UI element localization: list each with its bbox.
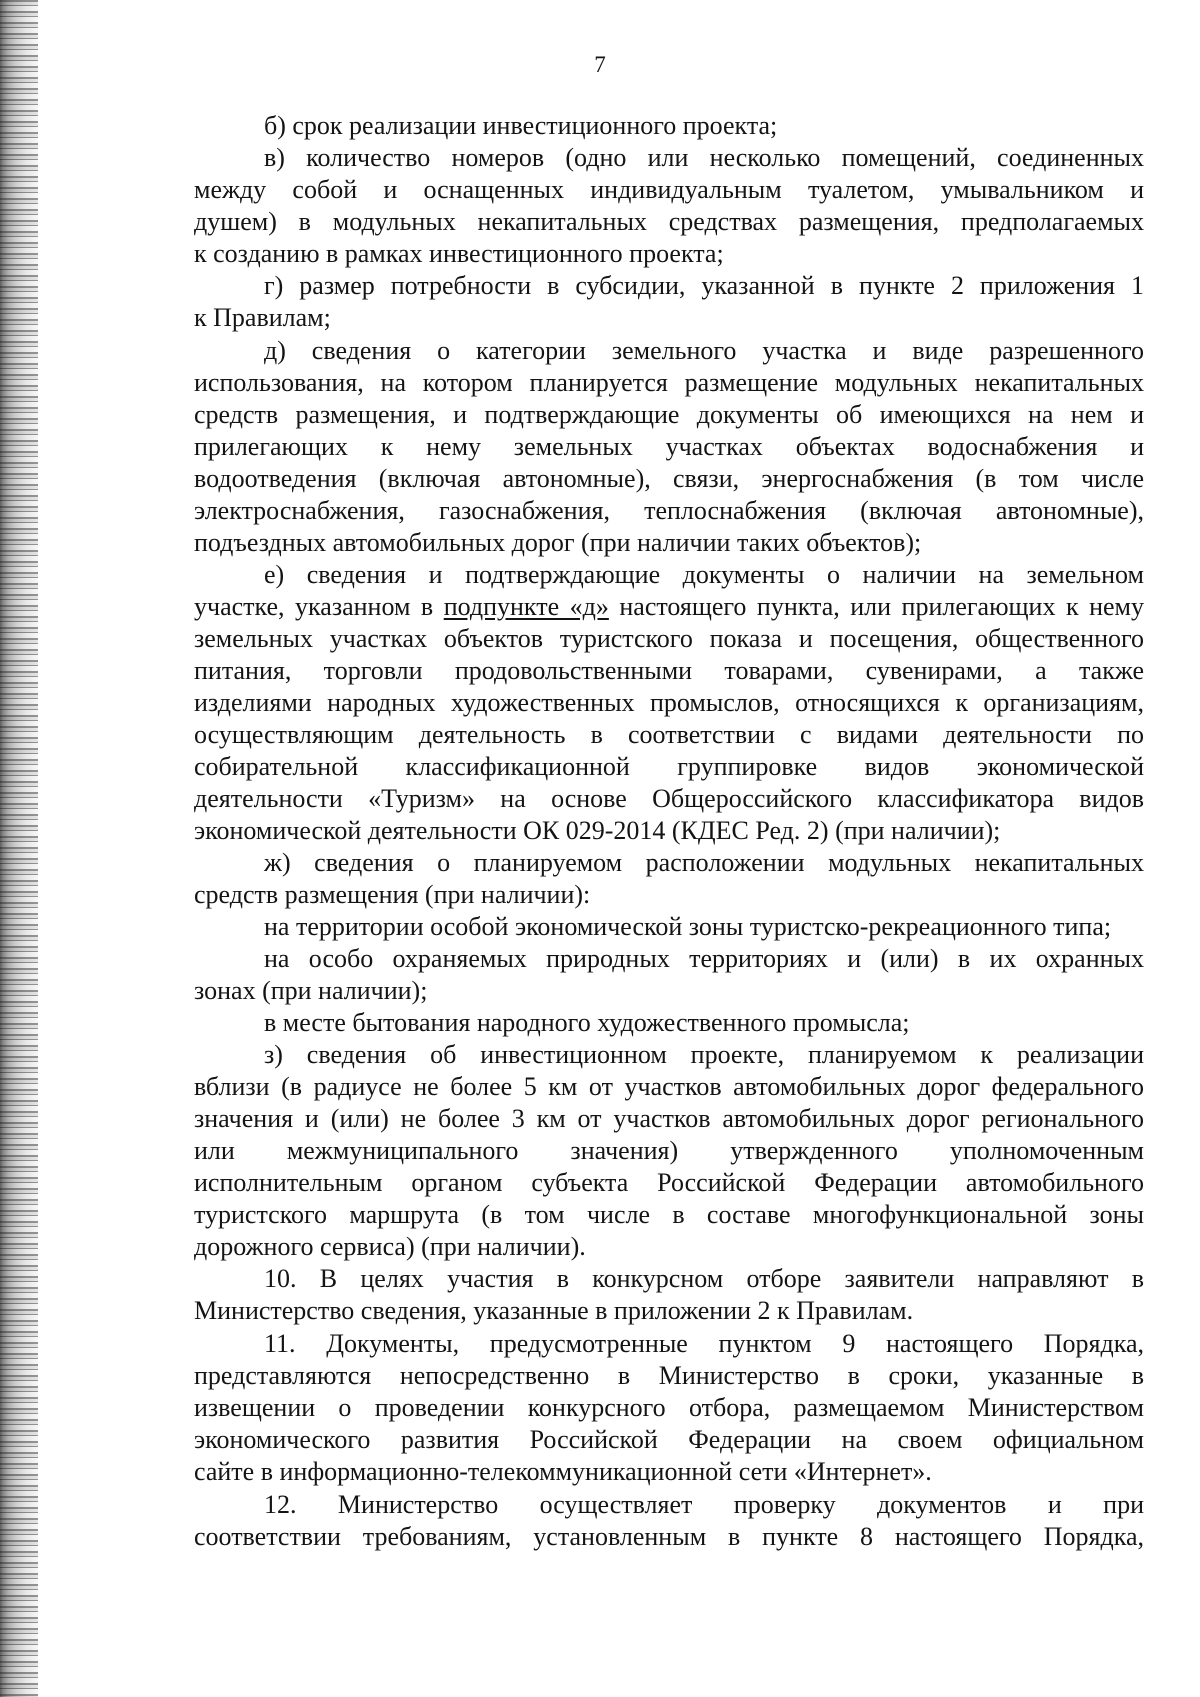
text-line: к Правилам; [194,303,331,332]
text-line: экономического развития Российской Федерации на своем официальном [194,1425,1144,1454]
text-line: между собой и оснащенных индивидуальным туалетом, умывальником и [194,175,1144,204]
text-line: ж) сведения о планируемом расположении модульных некапитальных [264,848,1144,877]
text-line: средств размещения (при наличии): [194,880,591,909]
text-line: земельных участках объектов туристского показа и посещения, общественного [194,624,1144,653]
text-line: д) сведения о категории земельного участка и виде разрешенного [264,336,1144,365]
text-line: изделиями народных художественных промыслов, относящихся к организациям, [194,688,1144,717]
text-line: в) количество номеров (одно или несколько помещений, соединенных [264,143,1144,172]
text-line: е) сведения и подтверждающие документы о наличии на земельном [264,560,1144,589]
text-line: на территории особой экономической зоны туристско-рекреационного типа; [264,912,1112,941]
text-line: на особо охраняемых природных территориях и (или) в их охранных [264,944,1144,973]
text-line: водоотведения (включая автономные), связи, энергоснабжения (в том числе [194,464,1144,493]
text-line: значения и (или) не более 3 км от участков автомобильных дорог регионального [194,1104,1144,1133]
text-line: осуществляющим деятельность в соответствии с видами деятельности по [194,720,1144,749]
text-line: подъездных автомобильных дорог (при наличии таких объектов); [194,528,922,557]
text-line: 10. В целях участия в конкурсном отборе заявители направляют в [264,1264,1144,1293]
scan-edge-shadow [0,0,38,1697]
text-line: вблизи (в радиусе не более 5 км от участков автомобильных дорог федерального [194,1072,1144,1101]
text-line: 11. Документы, предусмотренные пунктом 9 настоящего Порядка, [264,1329,1144,1358]
text-line: участке, указанном в подпункте «д» настоящего пункта, или прилегающих к нему [194,592,1144,621]
text-line: туристского маршрута (в том числе в составе многофункциональной зоны [194,1200,1144,1229]
text-line: з) сведения об инвестиционном проекте, планируемом к реализации [264,1040,1144,1069]
subclause-reference-link[interactable]: подпункте «д» [443,592,609,621]
text-line: использования, на котором планируется размещение модульных некапитальных [194,368,1144,397]
text-line: представляются непосредственно в Министерство в сроки, указанные в [194,1361,1144,1390]
text-line: извещении о проведении конкурсного отбора, размещаемом Министерством [194,1393,1144,1422]
text-line: душем) в модульных некапитальных средствах размещения, предполагаемых [194,207,1144,236]
text-line: б) срок реализации инвестиционного проекта; [264,111,778,140]
page-number: 7 [594,52,606,77]
text-line: дорожного сервиса) (при наличии). [194,1232,586,1261]
document-body [194,110,1144,1553]
text-line: прилегающих к нему земельных участках объектах водоснабжения и [194,432,1144,461]
text-line: 12. Министерство осуществляет проверку документов и при [264,1490,1144,1519]
text-line: Министерство сведения, указанные в приложении 2 к Правилам. [194,1296,914,1325]
text-line: питания, торговли продовольственными товарами, сувенирами, а также [194,656,1144,685]
text-line: к созданию в рамках инвестиционного проекта; [194,239,724,268]
text-line: зонах (при наличии); [194,976,428,1005]
text-line: г) размер потребности в субсидии, указанной в пункте 2 приложения 1 [264,271,1144,300]
text-line: исполнительным органом субъекта Российской Федерации автомобильного [194,1168,1144,1197]
text-line: собирательной классификационной группировке видов экономической [194,752,1144,781]
text-line: экономической деятельности ОК 029-2014 (КДЕС Ред. 2) (при наличии); [194,816,1001,845]
text-line: электроснабжения, газоснабжения, теплоснабжения (включая автономные), [194,496,1144,525]
text-line: средств размещения, и подтверждающие документы об имеющихся на нем и [194,400,1144,429]
text-line: сайте в информационно-телекоммуникационной сети «Интернет». [194,1457,932,1486]
text-line: или межмуниципального значения) утвержденного уполномоченным [194,1136,1144,1165]
text-line: в месте бытования народного художественного промысла; [264,1008,910,1037]
text-line: деятельности «Туризм» на основе Общероссийского классификатора видов [194,784,1144,813]
text-line: соответствии требованиям, установленным в пункте 8 настоящего Порядка, [194,1522,1144,1551]
